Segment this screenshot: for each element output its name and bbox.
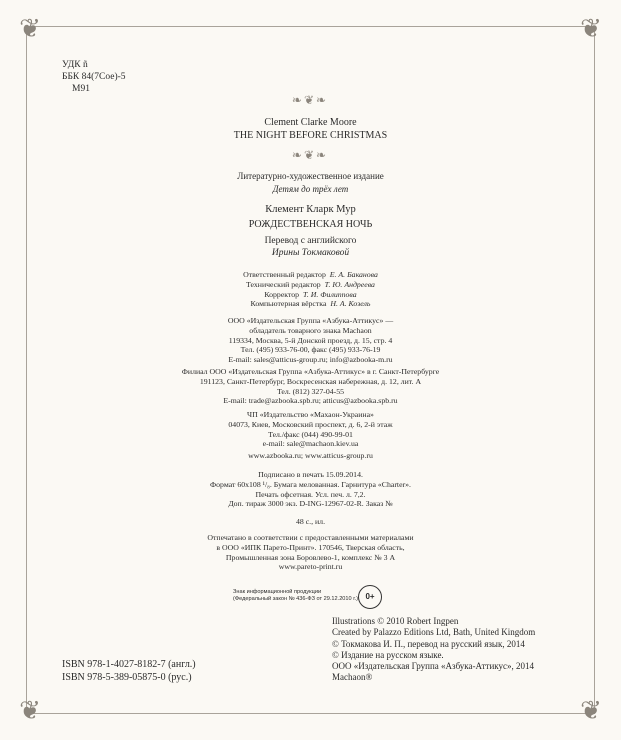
audience: Детям до трёх лет xyxy=(272,184,349,194)
genre: Литературно-художественное издание xyxy=(237,171,384,181)
staff-row: Компьютерная вёрстка Н. А. Козель xyxy=(250,299,371,309)
title-en: THE NIGHT BEFORE CHRISTMAS xyxy=(233,130,388,141)
corner-flourish-icon: ❦ xyxy=(19,14,41,43)
corner-flourish-icon: ❦ xyxy=(580,696,602,725)
ornament-divider-icon: ❧❦❧ xyxy=(291,148,329,162)
corner-flourish-icon: ❦ xyxy=(19,696,41,725)
classification-codes xyxy=(62,59,126,95)
isbn-en: ISBN 978-1-4027-8182-7 (англ.) xyxy=(62,659,196,670)
staff-row: Корректор Т. И. Филиппова xyxy=(264,289,357,299)
printer-info: Отпечатано в соответствии с предоставленными материалами в ООО «ИПК Парето-Принт». 170546, Тверская область, Промышленная зона Боровлево-1, комплекс № 3 А www.pareto-print.ru xyxy=(207,533,414,572)
translator: Ирины Токмаковой xyxy=(271,248,350,258)
isbn-block xyxy=(62,658,196,684)
udk-code: УДК ñ xyxy=(62,60,88,70)
print-info: Подписано в печать 15.09.2014. Формат 60x108 ¹/₈. Бумага мелованная. Гарнитура «Charter». Печать офсетная. Усл. печ. л. 7,2. Доп. тираж 3000 экз. D-ING-12967-02-R. Заказ № xyxy=(210,470,411,509)
age-rating-badge: 0+ xyxy=(358,585,382,609)
staff-row: Технический редактор Т. Ю. Андреева xyxy=(246,279,375,289)
author-en: Clement Clarke Moore xyxy=(264,117,357,128)
author-mark: М91 xyxy=(72,84,90,94)
ornament-divider-icon: ❧❦❧ xyxy=(291,93,329,107)
websites: www.azbooka.ru; www.atticus-group.ru xyxy=(248,451,373,460)
corner-flourish-icon: ❦ xyxy=(580,14,602,43)
branch-spb-info: Филиал ООО «Издательская Группа «Азбука-Аттикус» в г. Санкт-Петербурге 191123, Санкт-Петербург, Воскресенская набережная, д. 12, лит. А Тел. (812) 327-04-55 E-mail: trade@azbooka.spb.ru; atticus@azbooka.spb.ru xyxy=(181,367,440,406)
bbk-code: ББК 84(7Сое)-5 xyxy=(62,72,126,82)
staff-row: Ответственный редактор Е. А. Баканова xyxy=(243,270,378,279)
publisher-info: ООО «Издательская Группа «Азбука-Аттикус» — обладатель товарного знака Machaon 119334, Москва, 5-й Донской проезд, д. 15, стр. 4 Тел. (495) 933-76-00, факс (495) 933-76-19 E-mail: sales@atticus-group.ru; info@azbooka-m.ru xyxy=(227,316,394,365)
staff-list xyxy=(0,270,621,309)
author-ru: Клемент Кларк Мур xyxy=(265,204,356,215)
translation-label: Перевод с английского xyxy=(264,236,357,246)
title-ru: РОЖДЕСТВЕНСКАЯ НОЧЬ xyxy=(248,219,373,230)
illustration-count: 48 с., ил. xyxy=(295,517,326,526)
isbn-ru: ISBN 978-5-389-05875-0 (рус.) xyxy=(62,672,192,683)
branch-ua-info: ЧП «Издательство «Махаон-Украина» 04073, Киев, Московский проспект, д. 6, 2-й этаж Тел./факс (044) 490-99-01 e-mail: sale@machaon.kiev.ua xyxy=(228,410,393,449)
age-sign-caption: Знак информационной продукции (Федеральный закон № 436-ФЗ от 29.12.2010 г.) xyxy=(233,589,358,602)
copyright-block: Illustrations © 2010 Robert Ingpen Created by Palazzo Editions Ltd, Bath, United Kingdom © Токмакова И. П., перевод на русский язык, 2014 © Издание на русском языке. ООО «Издательская Группа «Азбука-Аттикус», 2014 Machaon® xyxy=(332,616,536,683)
